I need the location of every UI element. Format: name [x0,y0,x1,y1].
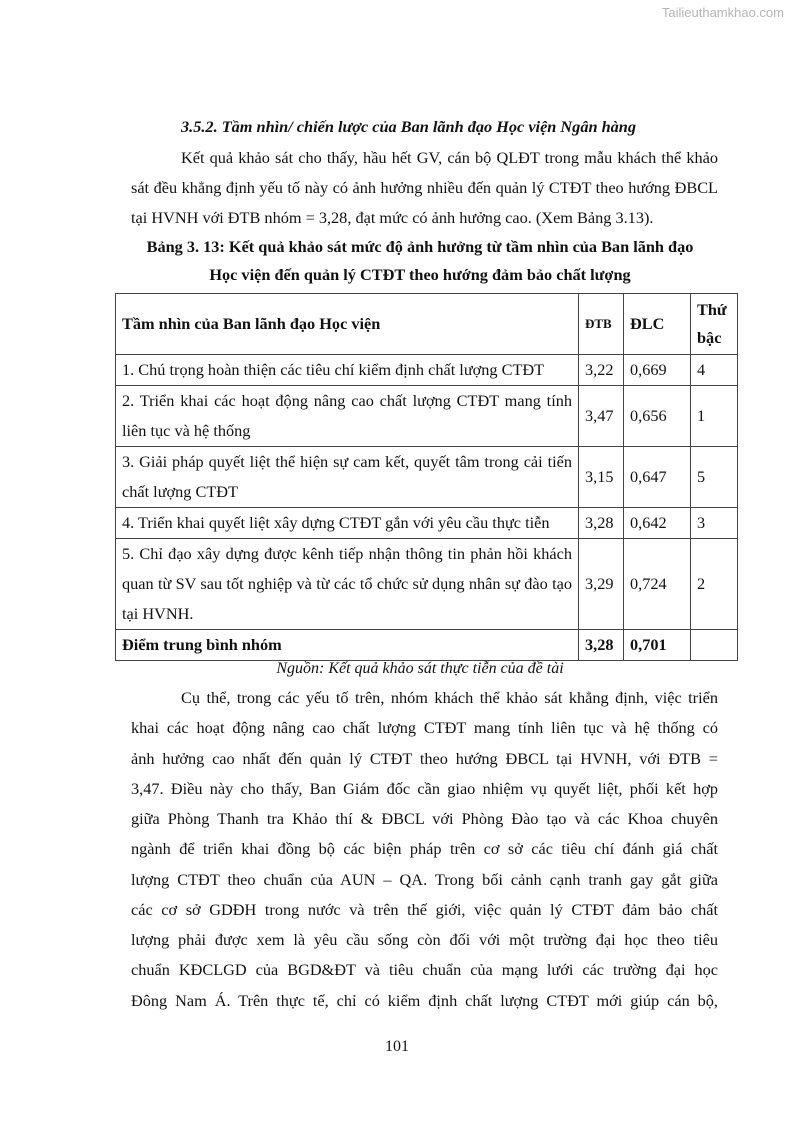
total-rank [691,630,738,661]
row-dtb: 3,22 [579,355,624,386]
row-dtb: 3,47 [579,386,624,447]
page-number: 101 [385,1038,409,1055]
row-dtb: 3,28 [579,508,624,539]
total-dlc: 0,701 [624,630,691,661]
row-item: 4. Triển khai quyết liệt xây dựng CTĐT gắn với yêu cầu thực tiễn [116,508,579,539]
body-line: Cụ thể, trong các yếu tố trên, nhóm khách thể khảo sát khẳng định, việc triển [181,688,718,707]
intro-line: Kết quả khảo sát cho thấy, hầu hết GV, cán bộ QLĐT trong mẫu khách thể khảo [181,148,718,167]
table-header-row [116,294,738,355]
intro-line: tại HVNH với ĐTB nhóm = 3,28, đạt mức có ảnh hưởng cao. (Xem Bảng 3.13). [131,208,654,227]
body-line: lượng CTĐT theo chuẩn của AUN – QA. Trong bối cảnh cạnh tranh gay gắt giữa [131,870,718,889]
header-rank: Thứ bậc [691,294,738,355]
row-item: 5. Chỉ đạo xây dựng được kênh tiếp nhận thông tin phản hồi khách quan từ SV sau tốt nghiệp và từ các tổ chức sử dụng nhân sự đào tạo tại HVNH. [116,539,579,630]
row-item: 3. Giải pháp quyết liệt thể hiện sự cam kết, quyết tâm trong cải tiến chất lượng CTĐT [116,447,579,508]
row-dtb: 3,29 [579,539,624,630]
body-line: lượng phải được xem là yêu cầu sống còn đối với một trường đại học theo tiêu [131,930,718,949]
body-line: chuẩn KĐCLGD của BGD&ĐT và tiêu chuẩn của mạng lưới các trường đại học [131,960,718,979]
row-rank: 1 [691,386,738,447]
section-heading: 3.5.2. Tầm nhìn/ chiến lược của Ban lãnh đạo Học viện Ngân hàng [181,117,636,136]
table-row [116,447,738,508]
body-line: ngành để triển khai đồng bộ các biện pháp trên cơ sở các tiêu chí đánh giá chất [131,839,718,858]
body-line: khai các hoạt động nâng cao chất lượng CTĐT mang tính liên tục và hệ thống có [131,718,718,737]
body-line: ảnh hưởng cao nhất đến quản lý CTĐT theo hướng ĐBCL tại HVNH, với ĐTB = [131,749,718,768]
total-dtb: 3,28 [579,630,624,661]
table-row [116,386,738,447]
row-rank: 5 [691,447,738,508]
row-item: 1. Chú trọng hoàn thiện các tiêu chí kiểm định chất lượng CTĐT [116,355,579,386]
row-rank: 4 [691,355,738,386]
header-dlc: ĐLC [624,294,691,355]
body-line: 3,47. Điều này cho thấy, Ban Giám đốc cần giao nhiệm vụ quyết liệt, phối kết hợp [131,779,718,798]
body-line: các cơ sở GDĐH trong nước và trên thế giới, việc quản lý CTĐT đảm bảo chất [131,900,718,919]
row-dlc: 0,656 [624,386,691,447]
row-rank: 3 [691,508,738,539]
row-dtb: 3,15 [579,447,624,508]
row-dlc: 0,724 [624,539,691,630]
header-dtb: ĐTB [579,294,624,355]
table-row [116,508,738,539]
results-table [115,293,738,661]
table-caption: Bảng 3. 13: Kết quả khảo sát mức độ ảnh hưởng từ tầm nhìn của Ban lãnh đạo [146,237,694,256]
row-rank: 2 [691,539,738,630]
intro-line: sát đều khẳng định yếu tố này có ảnh hưởng nhiều đến quản lý CTĐT theo hướng ĐBCL [131,178,718,197]
header-item: Tầm nhìn của Ban lãnh đạo Học viện [116,294,579,355]
row-dlc: 0,669 [624,355,691,386]
table-row [116,355,738,386]
body-line: giữa Phòng Thanh tra Khảo thí & ĐBCL với Phòng Đào tạo và các Khoa chuyên [131,809,718,828]
table-source: Nguồn: Kết quả khảo sát thực tiễn của đề tài [276,660,564,677]
row-dlc: 0,647 [624,447,691,508]
body-line: Đông Nam Á. Trên thực tế, chỉ có kiểm định chất lượng CTĐT mới giúp cán bộ, [131,991,718,1010]
table-row [116,539,738,630]
table-caption: Học viện đến quản lý CTĐT theo hướng đảm bảo chất lượng [209,265,631,284]
watermark: Tailieuthamkhao.com [661,5,784,20]
total-label: Điểm trung bình nhóm [116,630,579,661]
row-item: 2. Triển khai các hoạt động nâng cao chất lượng CTĐT mang tính liên tục và hệ thống [116,386,579,447]
table-total-row [116,630,738,661]
row-dlc: 0,642 [624,508,691,539]
